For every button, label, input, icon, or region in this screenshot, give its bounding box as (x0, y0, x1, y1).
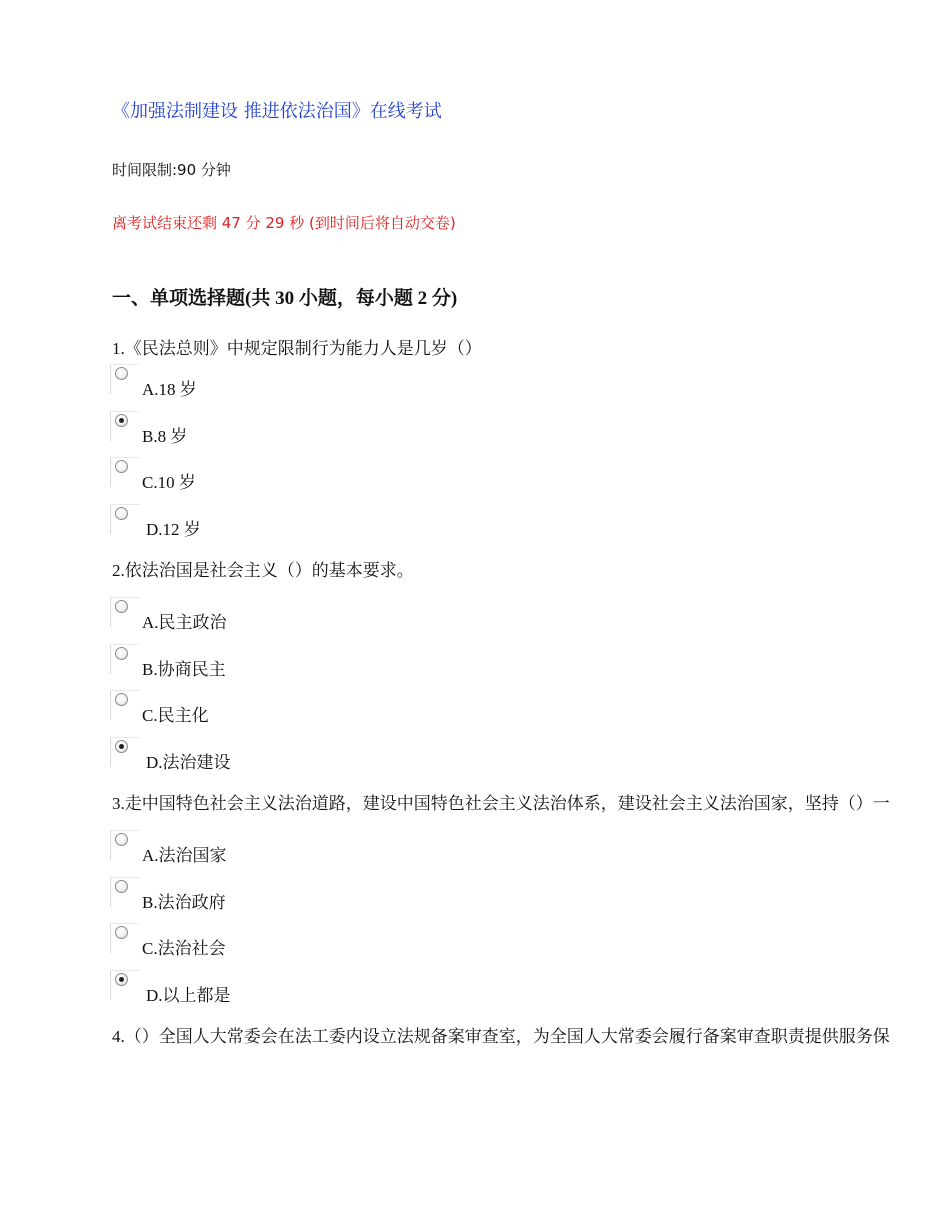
q2-option-d-label[interactable]: D.法治建设 (146, 753, 231, 772)
radio-unchecked-icon[interactable] (115, 367, 128, 380)
q2-option-a-label[interactable]: A.民主政治 (142, 613, 227, 632)
radio-unchecked-icon[interactable] (115, 647, 128, 660)
q2-option-d[interactable] (110, 733, 231, 772)
q3-option-a-label[interactable]: A.法治国家 (142, 846, 227, 865)
countdown-timer: 离考试结束还剩 47 分 29 秒 (到时间后将自动交卷) (112, 214, 456, 232)
q1-option-b[interactable] (110, 407, 188, 446)
q2-option-c[interactable] (110, 686, 209, 725)
q2-option-c-label[interactable]: C.民主化 (142, 706, 209, 725)
radio-unchecked-icon[interactable] (115, 507, 128, 520)
q1-option-c-label[interactable]: C.10 岁 (142, 473, 196, 492)
exam-title: 《加强法制建设 推进依法治国》在线考试 (112, 101, 442, 122)
radio-unchecked-icon[interactable] (115, 880, 128, 893)
q3-option-d[interactable] (110, 966, 231, 1005)
radio-checked-icon[interactable] (115, 414, 128, 427)
question-3-text: 3.走中国特色社会主义法治道路，建设中国特色社会主义法治体系，建设社会主义法治国家，坚持（）一 (112, 794, 890, 813)
q2-option-b[interactable] (110, 640, 226, 679)
radio-unchecked-icon[interactable] (115, 600, 128, 613)
q3-option-d-label[interactable]: D.以上都是 (146, 986, 231, 1005)
q3-option-c[interactable] (110, 919, 226, 958)
q1-option-c[interactable] (110, 453, 196, 492)
q1-option-a[interactable] (110, 360, 197, 399)
q1-option-d[interactable] (110, 500, 201, 539)
q1-option-a-label[interactable]: A.18 岁 (142, 380, 197, 399)
radio-unchecked-icon[interactable] (115, 693, 128, 706)
q3-option-b[interactable] (110, 873, 226, 912)
radio-unchecked-icon[interactable] (115, 833, 128, 846)
q3-option-b-label[interactable]: B.法治政府 (142, 893, 226, 912)
radio-unchecked-icon[interactable] (115, 926, 128, 939)
radio-unchecked-icon[interactable] (115, 460, 128, 473)
q1-option-d-label[interactable]: D.12 岁 (146, 520, 201, 539)
q2-option-a[interactable] (110, 593, 227, 632)
question-1-text: 1.《民法总则》中规定限制行为能力人是几岁（） (112, 339, 482, 358)
question-4-text: 4.（）全国人大常委会在法工委内设立法规备案审查室，为全国人大常委会履行备案审查职责提供服务保 (112, 1027, 890, 1046)
q3-option-a[interactable] (110, 826, 227, 865)
radio-checked-icon[interactable] (115, 973, 128, 986)
time-limit: 时间限制:90 分钟 (112, 161, 231, 179)
q3-option-c-label[interactable]: C.法治社会 (142, 939, 226, 958)
q1-option-b-label[interactable]: B.8 岁 (142, 427, 188, 446)
radio-checked-icon[interactable] (115, 740, 128, 753)
section-heading: 一、单项选择题(共 30 小题，每小题 2 分) (112, 288, 458, 309)
question-2-text: 2.依法治国是社会主义（）的基本要求。 (112, 561, 414, 580)
q2-option-b-label[interactable]: B.协商民主 (142, 660, 226, 679)
